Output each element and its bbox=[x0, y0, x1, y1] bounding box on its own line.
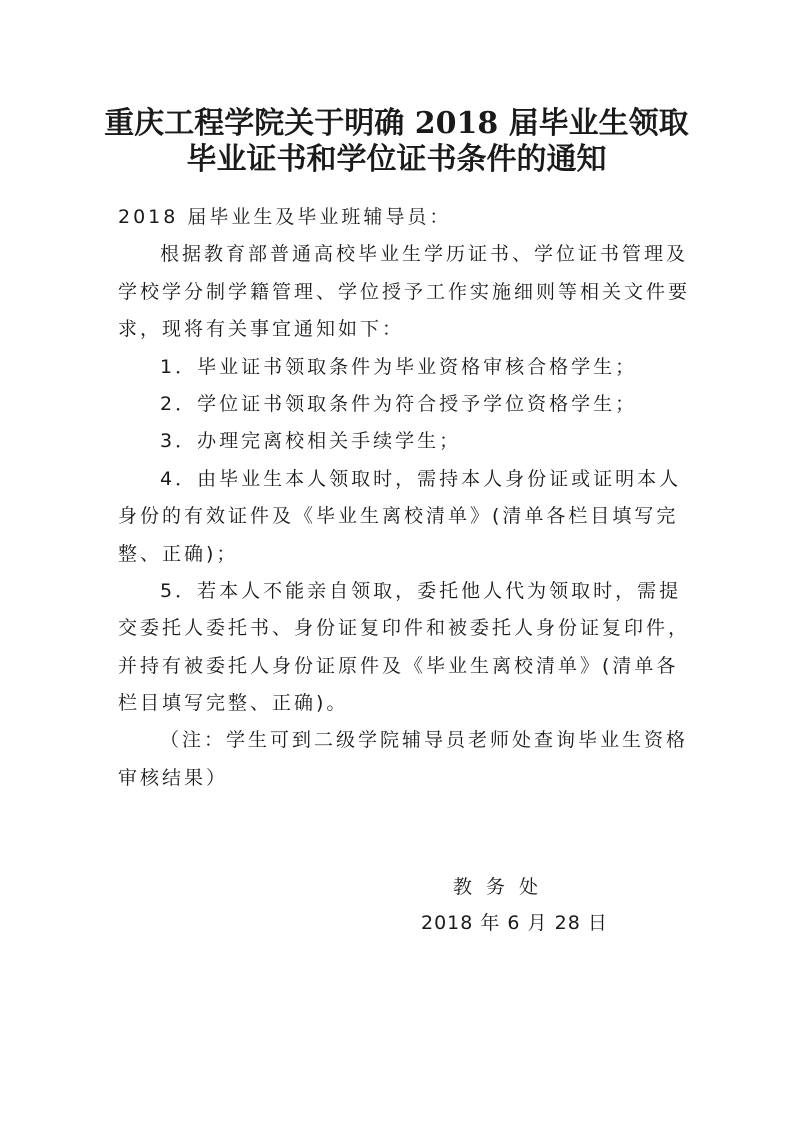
list-item-5-line: 5．若本人不能亲自领取，委托他人代为领取时，需提 bbox=[160, 579, 682, 602]
list-item-2: 2．学位证书领取条件为符合授予学位资格学生； bbox=[160, 392, 638, 415]
list-item-4-line: 4．由毕业生本人领取时，需持本人身份证或证明本人 bbox=[160, 467, 682, 490]
issuer-office: 教务处 bbox=[453, 876, 553, 898]
list-item-5-line: 并持有被委托人身份证原件及《毕业生离校清单》(清单各 bbox=[118, 654, 679, 677]
list-item-5-line: 交委托人委托书、身份证复印件和被委托人身份证复印件， bbox=[118, 617, 691, 640]
intro-line: 学校学分制学籍管理、学位授予工作实施细则等相关文件要 bbox=[118, 280, 691, 303]
intro-line: 求，现将有关事宜通知如下： bbox=[118, 318, 405, 341]
list-item-4-line: 身份的有效证件及《毕业生离校清单》(清单各栏目填写完 bbox=[118, 505, 679, 528]
note-line: （注：学生可到二级学院辅导员老师处查询毕业生资格 bbox=[160, 729, 689, 752]
intro-line: 根据教育部普通高校毕业生学历证书、学位证书管理及 bbox=[160, 243, 689, 266]
issue-date: 2018 年 6 月 28 日 bbox=[421, 912, 608, 934]
note-line: 审核结果） bbox=[118, 766, 229, 789]
list-item-4-line: 整、正确)； bbox=[118, 542, 239, 565]
document-title-line2: 毕业证书和学位证书条件的通知 bbox=[186, 142, 607, 177]
list-item-1: 1．毕业证书领取条件为毕业资格审核合格学生； bbox=[160, 355, 638, 378]
document-body bbox=[118, 199, 691, 797]
document-title-line1: 重庆工程学院关于明确 2018 届毕业生领取 bbox=[104, 106, 689, 141]
salutation: 2018 届毕业生及毕业班辅导员： bbox=[118, 206, 452, 228]
list-item-3: 3．办理完离校相关手续学生； bbox=[160, 430, 462, 453]
list-item-5-line: 栏目填写完整、正确)。 bbox=[118, 692, 349, 715]
